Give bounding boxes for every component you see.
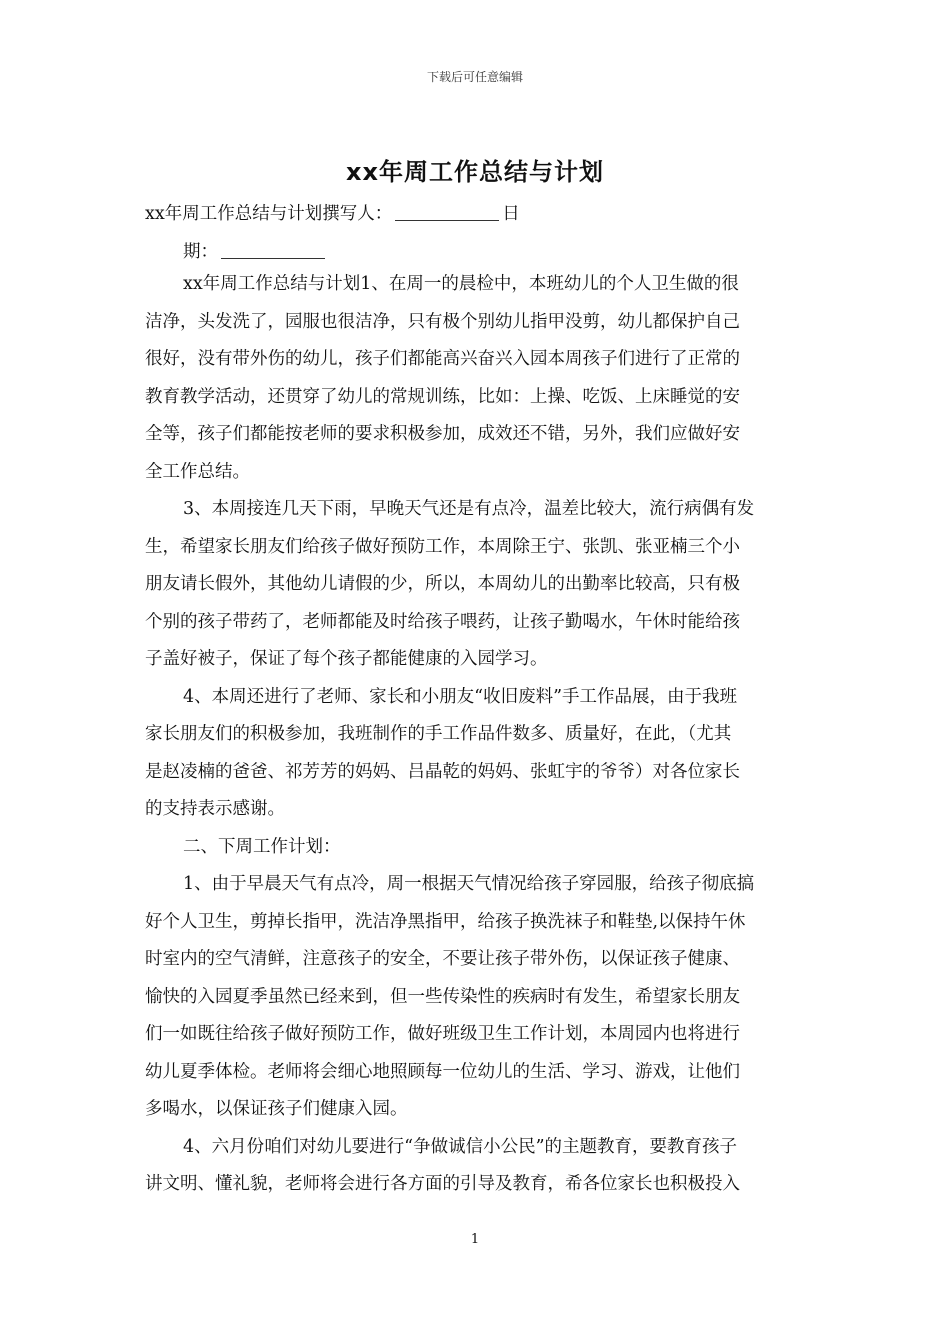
body-text [145,266,807,1204]
date-label-first-char: 日 [502,204,520,224]
meta-line-author [145,196,807,234]
author-label: xx年周工作总结与计划撰写人： [145,204,393,224]
author-blank [395,202,499,221]
meta-block [145,196,807,271]
body-line: 4、六月份咱们对幼儿要进行“争做诚信小公民”的主题教育，要教育孩子 [183,1136,738,1157]
paragraph [145,266,807,491]
body-line: 多喝水，以保证孩子们健康入园。 [145,1099,408,1119]
body-line: 子盖好被子，保证了每个孩子都能健康的入园学习。 [145,649,548,669]
body-line: 3、本周接连几天下雨，早晚天气还是有点冷，温差比较大，流行病偶有发 [183,499,755,519]
paragraph [145,679,807,829]
body-line: 家长朋友们的积极参加，我班制作的手工作品件数多、质量好，在此，（尤其 [145,724,732,744]
body-line: 好个人卫生，剪掉长指甲，洗洁净黑指甲，给孩子换洗袜子和鞋垫,以保持午休 [145,911,746,932]
body-line: 们一如既往给孩子做好预防工作，做好班级卫生工作计划，本周园内也将进行 [145,1024,740,1044]
body-line: 的支持表示感谢。 [145,799,285,819]
date-label-rest: 期： [183,241,218,262]
body-line: 讲文明、懂礼貌，老师将会进行各方面的引导及教育，希各位家长也积极投入 [145,1174,740,1194]
date-blank [221,240,325,259]
body-line: 4、本周还进行了老师、家长和小朋友“收旧废料”手工作品展，由于我班 [183,686,738,707]
body-line: 朋友请长假外，其他幼儿请假的少，所以，本周幼儿的出勤率比较高，只有极 [145,574,740,594]
body-line: 是赵凌楠的爸爸、祁芳芳的妈妈、吕晶乾的妈妈、张虹宇的爷爷）对各位家长 [145,761,740,782]
body-line: 全等，孩子们都能按老师的要求积极参加，成效还不错，另外，我们应做好安 [145,424,740,444]
section-heading: 二、下周工作计划： [183,836,341,857]
page-number: 1 [470,1232,480,1247]
paragraph [145,1129,807,1204]
body-line: 生，希望家长朋友们给孩子做好预防工作，本周除王宁、张凯、张亚楠三个小 [145,536,740,557]
body-line: 个别的孩子带药了，老师都能及时给孩子喂药，让孩子勤喝水，午休时能给孩 [145,611,740,632]
body-line: 1、由于早晨天气有点冷，周一根据天气情况给孩子穿园服，给孩子彻底搞 [183,874,755,894]
body-line: 全工作总结。 [145,461,250,482]
body-line: 时室内的空气清鲜，注意孩子的安全，不要让孩子带外伤，以保证孩子健康、 [145,949,740,969]
body-line: 幼儿夏季体检。老师将会细心地照顾每一位幼儿的生活、学习、游戏，让他们 [145,1061,740,1082]
body-line: xx年周工作总结与计划1、在周一的晨检中，本班幼儿的个人卫生做的很 [183,274,739,294]
header-note: 下载后可任意编辑 [426,70,523,84]
body-line: 教育教学活动，还贯穿了幼儿的常规训练，比如：上操、吃饭、上床睡觉的安 [145,386,740,407]
paragraph [145,866,807,1129]
body-line: 很好，没有带外伤的幼儿，孩子们都能高兴奋兴入园本周孩子们进行了正常的 [145,349,740,369]
paragraph [145,829,807,867]
paragraph [145,491,807,679]
body-line: 洁净，头发洗了，园服也很洁净，只有极个别幼儿指甲没剪，幼儿都保护自己 [145,311,740,332]
document-title: xx年周工作总结与计划 [346,158,604,186]
body-line: 愉快的入园夏季虽然已经来到，但一些传染性的疾病时有发生，希望家长朋友 [145,986,740,1007]
